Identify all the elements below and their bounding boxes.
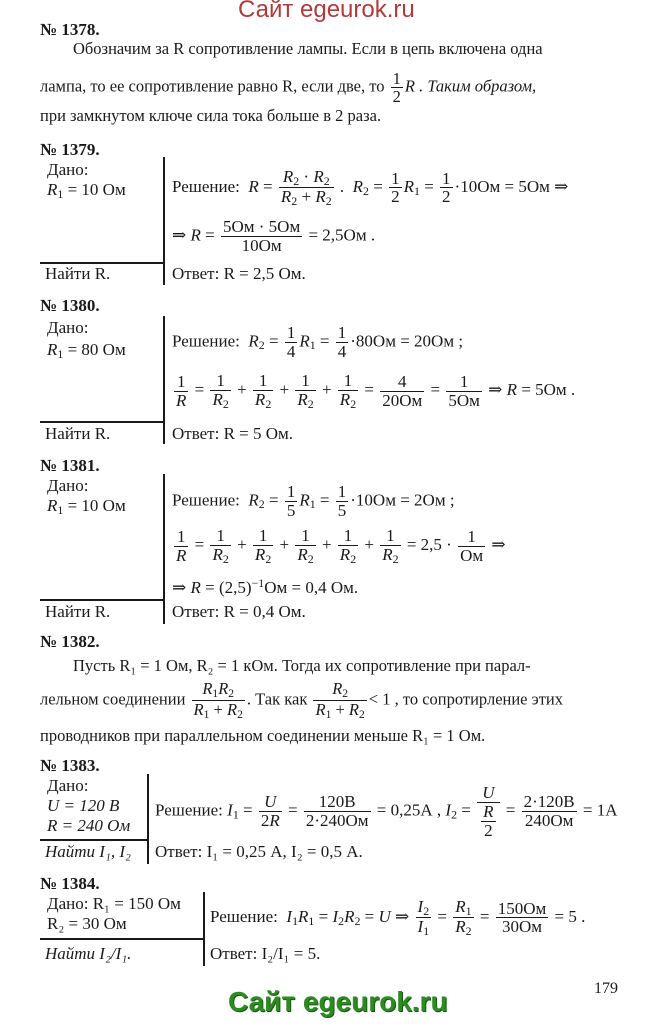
problem-1379-r1: $R_1 = 10$ Ом <box>47 180 126 201</box>
page-number: 179 <box>594 980 618 997</box>
problem-1381-given: Дано: <box>47 476 89 495</box>
problem-1380-find: Найти R. <box>45 424 111 443</box>
divider-horizontal <box>40 599 165 601</box>
problem-1380-solution-line-1: Решение: $R_2$ = $\frac{1}{4}$ $R_1$ = $\frac{1}{4}$ ·80Ом = 20Ом ; <box>172 323 464 361</box>
problem-1382-line-1: Пусть R₁ = 1 Ом, R₂ = 1 кОм. Тогда их сопротивление при парал- <box>73 656 531 675</box>
problem-1381-solution-line-3: ⇒ $R = (2,5)^{-1}Ом = 0,4$ Ом. <box>172 576 359 597</box>
problem-1383-r: R = 240 Ом <box>47 816 131 835</box>
problem-1381-solution-line-1: Решение: $R_2$ = $\frac{1}{5}$ $R_1$ = $\frac{1}{5}$ ·10Ом = 2Ом ; <box>172 482 455 520</box>
problem-1384-given-r1: Дано: R₁ = 150 Ом <box>47 894 181 913</box>
problem-1378-line-3: при замкнутом ключе сила тока больше в 2 раза. <box>40 106 382 125</box>
watermark-bottom: Сайт egeurok.ru <box>228 986 448 1017</box>
problem-1378-number: № 1378. <box>40 20 100 39</box>
problem-1379-solution-line-2: ⇒ R = $\frac{5Ом \cdot 5Ом}{10Ом}$ = 2,5Ом . <box>172 217 376 255</box>
divider-vertical <box>163 474 165 624</box>
problem-1379-find: Найти R. <box>45 264 111 283</box>
problem-1379-given: Дано: <box>47 160 89 179</box>
problem-1378-line-2-end: R . Таким образом, <box>404 76 537 96</box>
problem-1383-number: № 1383. <box>40 756 100 775</box>
problem-1384-find: Найти I₂/I₁. <box>45 944 132 963</box>
problem-1381-find: Найти R. <box>45 602 111 621</box>
problem-1381-solution-line-2: $\frac{1}{R}$ = $\frac{1}{R_2}$ + $\frac{1}{R_2}$ + $\frac{1}{R_2}$ + $\frac{1}{R_2}$ + $\frac{1}{R_2}$ = 2,5 · $\frac{1}{Ом}$ ⇒ <box>176 526 506 566</box>
problem-1382-line-2: лельном соединении $\frac{R_1R_2}{R_1 + R_2}$ . Так как $\frac{R_2}{R_1 + R_2}$ < 1 , то сопротирление этих <box>40 679 564 721</box>
problem-1384-number: № 1384. <box>40 874 100 893</box>
watermark-top: Сайт egeurok.ru <box>238 0 415 23</box>
problem-1379-solution-line-1: Решение: R = $\frac{R_2 \cdot R_2}{R_2 + R_2}$ . $R_2$ = $\frac{1}{2}$ $R_1$ = $\frac{1}{2}$ ·10Ом = 5Ом ⇒ <box>172 167 569 209</box>
problem-1383-given: Дано: <box>47 776 89 795</box>
problem-1379-answer: Ответ: R = 2,5 Ом. <box>172 264 306 283</box>
divider-horizontal <box>40 938 205 940</box>
problem-1383-u: U = 120 В <box>47 796 120 815</box>
problem-1378-line-1: Обозначим за R сопротивление лампы. Если в цепь включена одна <box>73 39 543 58</box>
problem-1381-r1: $R_1 = 10$ Ом <box>47 496 126 517</box>
problem-1378-line-2-start: лампа, то ее сопротивление равно R, если две, то <box>40 76 385 96</box>
problem-1383-find: Найти I₁, I₂ <box>45 842 131 861</box>
problem-1384-r2: R₂ = 30 Ом <box>47 914 127 933</box>
problem-1381-answer: Ответ: R = 0,4 Ом. <box>172 602 306 621</box>
problem-1383-answer: Ответ: I₁ = 0,25 А, I₂ = 0,5 А. <box>155 842 363 861</box>
divider-vertical <box>203 892 205 966</box>
problem-1380-given: Дано: <box>47 318 89 337</box>
problem-1380-solution-line-2: $\frac{1}{R}$ = $\frac{1}{R_2}$ + $\frac{1}{R_2}$ + $\frac{1}{R_2}$ + $\frac{1}{R_2}$ = $\frac{4}{20Ом}$ = $\frac{1}{5Ом}$ ⇒ R = 5Ом . <box>176 371 576 411</box>
divider-horizontal <box>40 839 149 841</box>
problem-1378-line-2 <box>40 70 536 106</box>
problem-1380-answer: Ответ: R = 5 Ом. <box>172 424 294 443</box>
fraction-one-half: $\frac{1}{2}$ <box>392 69 401 107</box>
problem-1381-number: № 1381. <box>40 456 100 475</box>
divider-vertical <box>147 774 149 864</box>
problem-1380-number: № 1380. <box>40 296 100 315</box>
divider-vertical <box>163 316 165 444</box>
divider-horizontal <box>40 421 165 423</box>
problem-1379-number: № 1379. <box>40 140 100 159</box>
problem-1382-line-3: проводников при параллельном соединении меньше R₁ = 1 Ом. <box>40 726 486 745</box>
problem-1383-solution: Решение: $I_1$ = $\frac{U}{2R}$ = $\frac{120В}{2\cdot 240Ом}$ = 0,25А , $I_2$ = $\frac{U}{\frac{R}{2}}$ = $\frac{2\cdot 120В}{240Ом}$ = 1А <box>155 783 618 840</box>
problem-1384-answer: Ответ: I₂/I₁ = 5. <box>210 944 321 963</box>
problem-1382-number: № 1382. <box>40 632 100 651</box>
divider-vertical <box>163 157 165 285</box>
problem-1380-r1: $R_1 = 80$ Ом <box>47 340 126 361</box>
problem-1384-solution: Решение: $I_1R_1 = I_2R_2 = U$ ⇒ $\frac{I_2}{I_1}$ = $\frac{R_1}{R_2}$ = $\frac{150Ом}{30Ом}$ = 5 . <box>210 897 586 939</box>
